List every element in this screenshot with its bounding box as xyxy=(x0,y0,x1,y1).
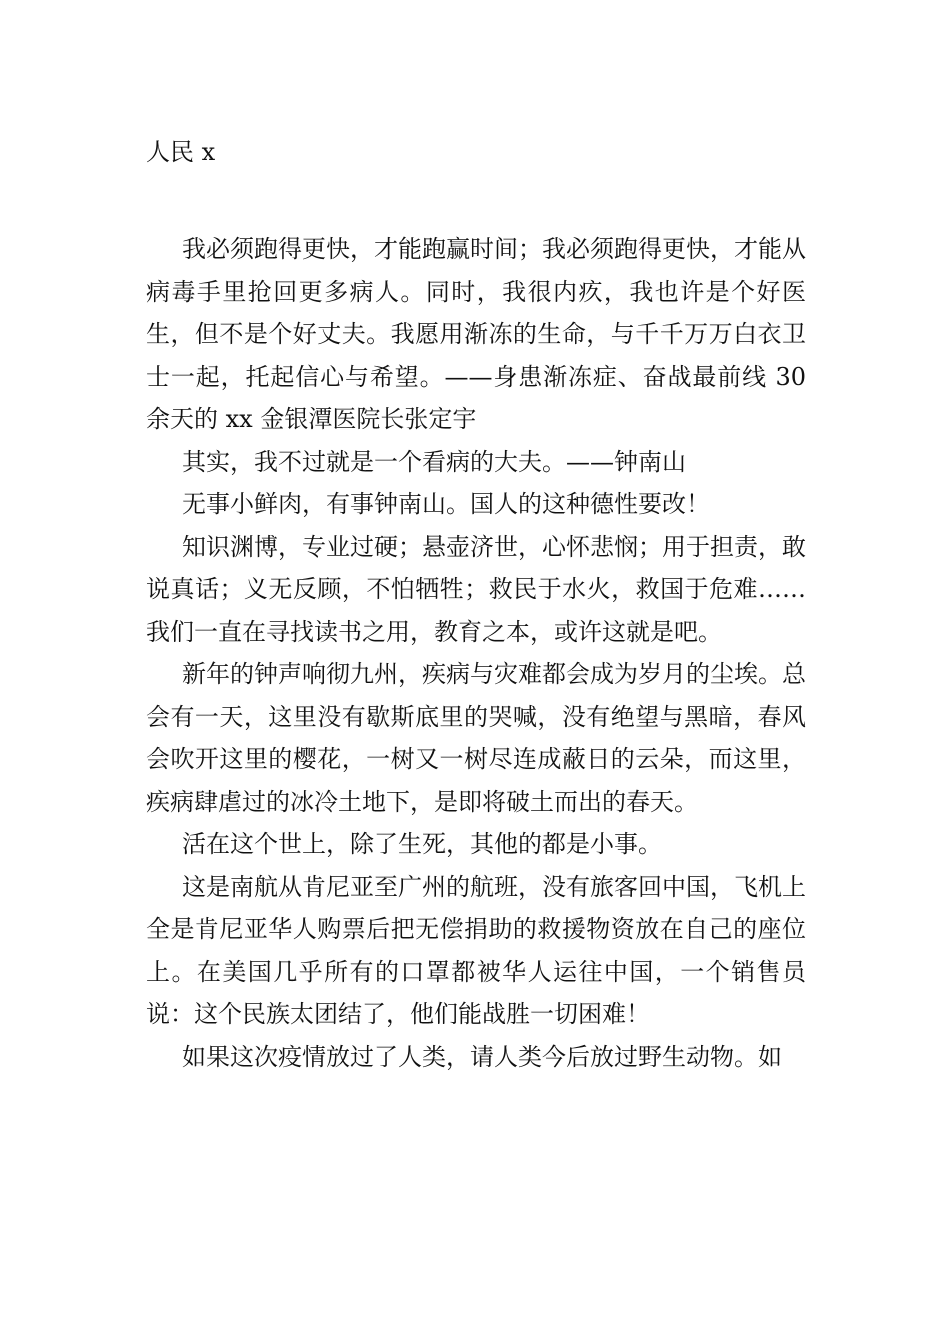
paragraph-life-and-death: 活在这个世上，除了生死，其他的都是小事。 xyxy=(182,830,662,858)
paragraph-china-southern-flight: 这是南航从肯尼亚至广州的航班，没有旅客回中国，飞机上全是肯尼亚华人购票后把无偿捐助的救援物资放在自己的座位上。在美国几乎所有的口罩都被华人运往中国，一个销售员说：这个民族太团结了，他们能战胜一切困难！ xyxy=(146,872,806,1028)
paragraph-new-year-spring: 新年的钟声响彻九州，疾病与灾难都会成为岁月的尘埃。总会有一天，这里没有歇斯底里的哭喊，没有绝望与黑暗，春风会吹开这里的樱花，一树又一树尽连成蔽日的云朵，而这里，疾病肆虐过的冰冷土地下，是即将破土而出的春天。 xyxy=(146,660,806,816)
paragraph-fresh-meat-comment: 无事小鲜肉，有事钟南山。国人的这种德性要改！ xyxy=(182,490,710,518)
paragraph-zhong-nanshan-quote: 其实，我不过就是一个看病的大夫。——钟南山 xyxy=(182,447,686,476)
paragraph-wildlife-appeal: 如果这次疫情放过了人类，请人类今后放过野生动物。如 xyxy=(182,1042,782,1071)
paragraph-zhang-dingyu-quote: 我必须跑得更快，才能跑赢时间；我必须跑得更快，才能从病毒手里抢回更多病人。同时，我很内疚，我也许是个好医生，但不是个好丈夫。我愿用渐冻的生命，与千千万万白衣卫士一起，托起信心与希望。——身患渐冻症、奋战最前线 30 余天的 xx 金银潭医院长张定宇 xyxy=(146,235,806,433)
document-body xyxy=(146,228,806,1078)
paragraph-knowledge-praise: 知识渊博，专业过硬；悬壶济世，心怀悲悯；用于担责，敢说真话；义无反顾，不怕牺牲；救民于水火，救国于危难……我们一直在寻找读书之用，教育之本，或许这就是吧。 xyxy=(146,532,806,646)
document-heading: 人民 x xyxy=(146,138,216,166)
